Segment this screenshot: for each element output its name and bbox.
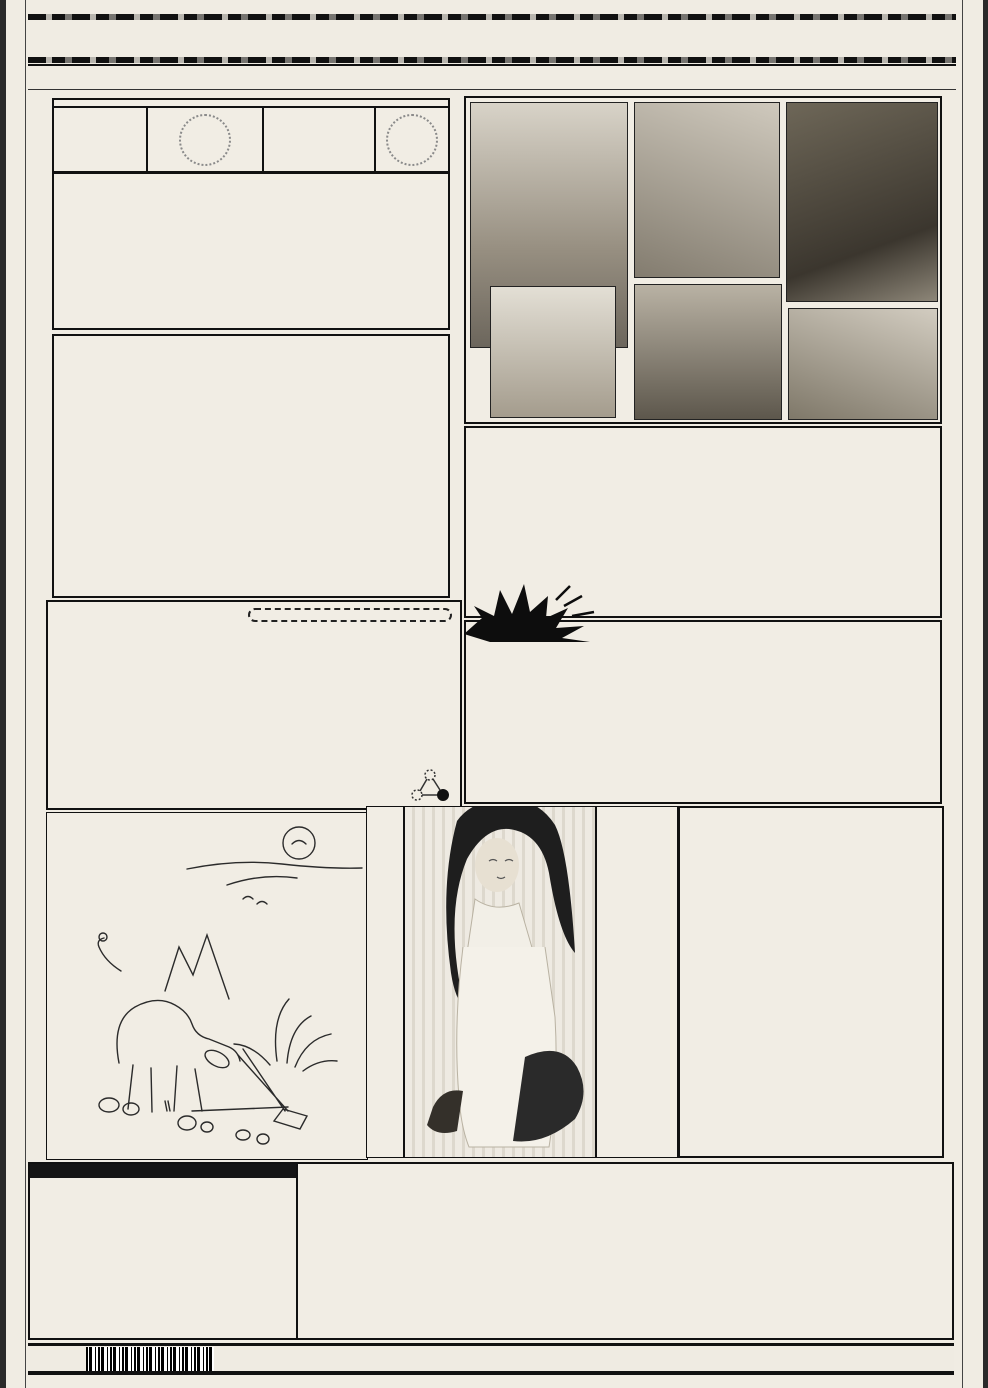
special-send-row	[680, 884, 942, 908]
wanghou-paragraph	[528, 428, 940, 440]
photo-block	[786, 102, 938, 302]
results-table	[28, 1162, 954, 1340]
special-poem	[680, 832, 942, 846]
gift-box-title	[54, 336, 448, 342]
three-in-two-side-title	[50, 606, 92, 804]
pick-ring	[386, 114, 438, 166]
cover-photo-collage	[464, 96, 942, 424]
reminder-numbers-row	[466, 646, 940, 656]
wanghou-panel	[464, 426, 942, 618]
woman-photo-panel	[404, 806, 596, 1158]
photo-block	[634, 102, 780, 278]
moon-verse-column	[366, 806, 404, 1158]
ink-smudge-under-header	[28, 57, 956, 63]
left-border-strip	[0, 0, 26, 1388]
bigsmall-pick	[148, 108, 264, 171]
photo-block	[490, 286, 616, 418]
guess-special-poem	[680, 864, 942, 884]
results-left-column	[30, 1164, 296, 1338]
special-number-box	[52, 98, 450, 330]
secret-reveal-title	[54, 174, 448, 186]
oddeven-pick	[376, 108, 448, 171]
treasure-map-panel	[46, 812, 368, 1160]
special-box-title	[54, 100, 448, 108]
triangle-graphic	[408, 768, 452, 804]
woman-figure	[405, 807, 594, 1156]
page-footer	[28, 1343, 954, 1375]
reminder-panel	[464, 620, 942, 804]
dragon-tiger-column	[596, 806, 678, 1158]
results-header	[30, 1164, 296, 1178]
number-matrix	[296, 1164, 952, 1338]
iron-triangle-icon	[408, 768, 452, 804]
guess-special-label	[680, 846, 942, 864]
secret-numbers	[54, 186, 448, 196]
bigsmall-label	[54, 108, 148, 171]
special-poem-label	[680, 814, 942, 832]
three-in-two-box	[46, 600, 462, 810]
pick-ring	[179, 114, 231, 166]
shout-burst-graphic	[460, 582, 610, 644]
bigsmall-oddeven-row	[54, 108, 448, 174]
photo-block	[788, 308, 938, 420]
barcode	[86, 1347, 214, 1371]
right-border-strip	[962, 0, 988, 1388]
marksix-banner-strip	[28, 64, 956, 90]
ink-smudge-top	[28, 14, 956, 20]
camel-line-drawing	[47, 813, 365, 1155]
oddeven-label	[264, 108, 376, 171]
night-talk-panel	[678, 806, 944, 1158]
double-dare-box	[248, 608, 452, 622]
gift-box	[52, 334, 450, 598]
three-in-two-body	[96, 602, 460, 612]
photo-block	[634, 284, 782, 420]
